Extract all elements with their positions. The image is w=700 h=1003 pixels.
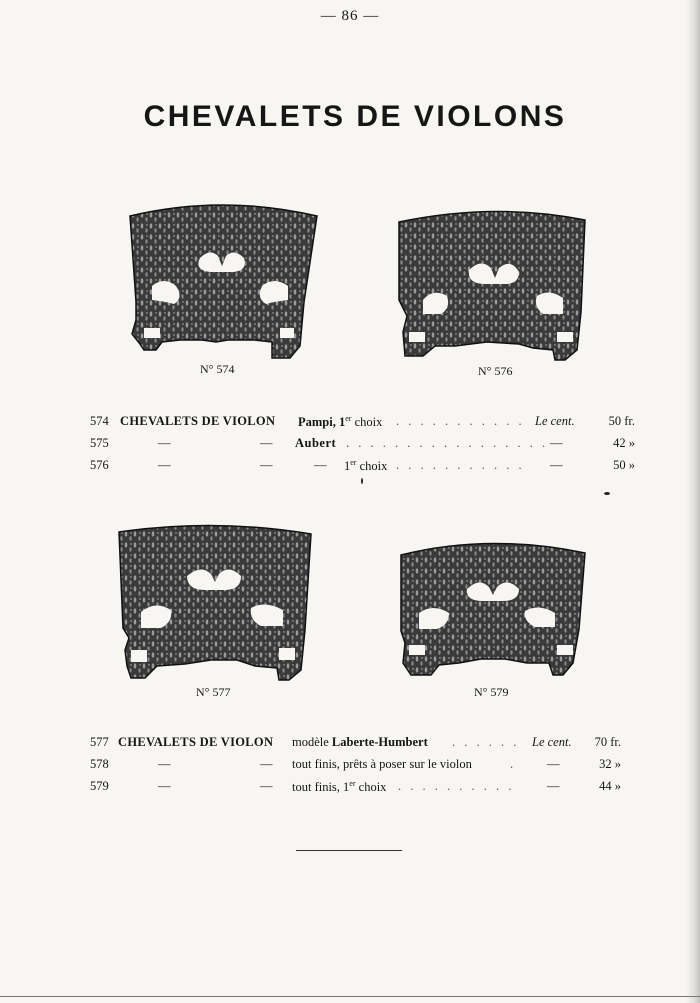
- price-unit: —: [547, 779, 560, 793]
- item-name: CHEVALETS DE VIOLON: [120, 414, 276, 428]
- item-number: 577: [90, 735, 109, 749]
- dot-leader: . . . . . . . . . . .: [396, 458, 525, 472]
- bridge-577-caption: N° 577: [196, 685, 231, 699]
- catalog-row-577: [90, 735, 635, 755]
- item-price: 32 »: [599, 757, 621, 771]
- price-unit: —: [550, 436, 563, 450]
- bridge-574-illustration: [122, 190, 322, 367]
- dot-leader: . . . . . .: [452, 735, 520, 749]
- bridge-574-caption: N° 574: [200, 362, 235, 376]
- catalog-row-574: [90, 414, 635, 434]
- price-unit: Le cent.: [532, 735, 572, 749]
- page-number: — 86 —: [320, 8, 380, 24]
- price-unit: —: [547, 757, 560, 771]
- dot-leader: . . . . . . . . . .: [398, 779, 515, 793]
- item-price: 50 fr.: [608, 414, 635, 428]
- item-description: tout finis, 1er choix: [292, 779, 387, 795]
- item-price: 70 fr.: [594, 735, 621, 749]
- bridge-576-illustration: [395, 200, 595, 373]
- bridge-576-caption: N° 576: [478, 364, 513, 378]
- item-number: 575: [90, 436, 109, 450]
- page-title: CHEVALETS DE VIOLONS: [143, 100, 567, 133]
- ditto-mark: —: [260, 436, 273, 450]
- ditto-mark: —: [260, 458, 273, 472]
- catalog-row-576: [90, 458, 635, 478]
- item-number: 579: [90, 779, 109, 793]
- closing-rule: [296, 850, 402, 851]
- dot-leader: . . . . . . . . . . . . . . . . .: [346, 436, 549, 450]
- scan-bottom-edge: [0, 996, 700, 997]
- bridge-579-caption: N° 579: [474, 685, 509, 699]
- ink-speck: [361, 478, 363, 484]
- scan-shadow-edge: [686, 0, 700, 1003]
- dot-leader: . . . . . . . . . . .: [396, 414, 525, 428]
- item-name: CHEVALETS DE VIOLON: [118, 735, 274, 749]
- catalog-row-578: [90, 757, 635, 777]
- catalog-row-575: [90, 436, 635, 456]
- ditto-mark: —: [158, 458, 171, 472]
- ditto-mark: —: [314, 458, 327, 472]
- ditto-mark: —: [260, 757, 273, 771]
- item-number: 578: [90, 757, 109, 771]
- item-number: 574: [90, 414, 109, 428]
- catalog-row-579: [90, 779, 635, 799]
- item-price: 50 »: [613, 458, 635, 472]
- ditto-mark: —: [260, 779, 273, 793]
- item-number: 576: [90, 458, 109, 472]
- dot-leader: .: [510, 757, 517, 771]
- item-description: tout finis, prêts à poser sur le violon: [292, 757, 472, 771]
- ditto-mark: —: [158, 436, 171, 450]
- item-description: modèle Laberte-Humbert: [292, 735, 428, 749]
- item-price: 44 »: [599, 779, 621, 793]
- item-price: 42 »: [613, 436, 635, 450]
- price-unit: Le cent.: [535, 414, 575, 428]
- item-description: Aubert: [295, 436, 337, 450]
- item-description: 1er choix: [344, 458, 388, 474]
- ditto-mark: —: [158, 779, 171, 793]
- bridge-577-illustration: [115, 520, 315, 690]
- ink-speck: [604, 492, 610, 495]
- item-description: Pampi, 1er choix: [298, 414, 383, 430]
- ditto-mark: —: [158, 757, 171, 771]
- bridge-579-illustration: [397, 535, 589, 688]
- price-unit: —: [550, 458, 563, 472]
